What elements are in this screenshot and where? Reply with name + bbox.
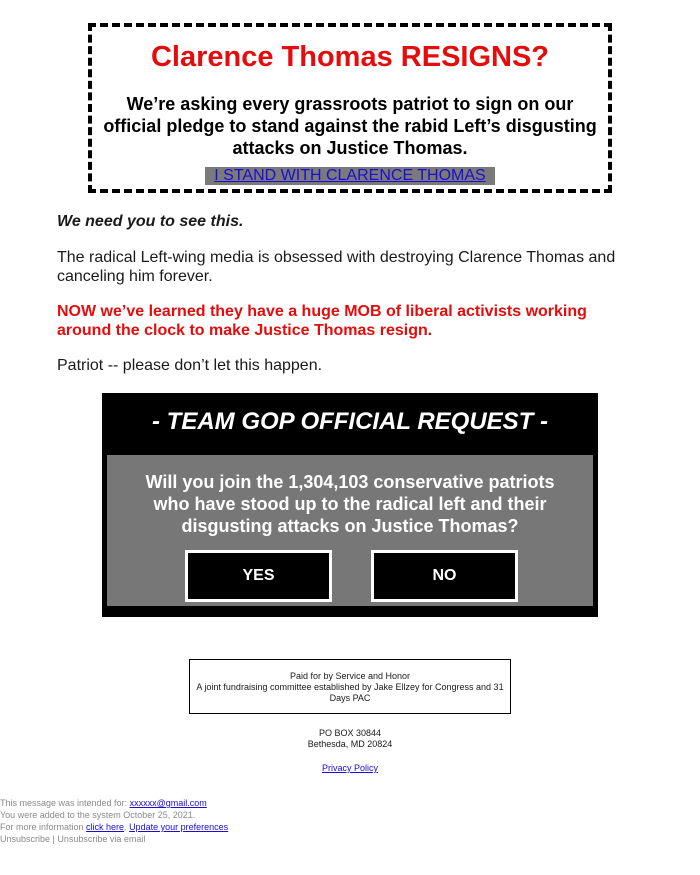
city-state: Bethesda, MD 20824 [307, 739, 393, 749]
footer-unsubscribe-line [0, 833, 400, 845]
click-here-link[interactable]: click here [86, 822, 125, 832]
yes-button[interactable]: YES [185, 550, 332, 602]
footer-intended-line [0, 797, 400, 809]
request-question: Will you join the 1,304,103 conservative patriots who have stood up to the radical left and their disgusting attacks on Justice Thomas? [145, 472, 555, 536]
intended-prefix: This message was intended for: [0, 798, 130, 808]
request-panel [107, 455, 593, 606]
footer-added-line: You were added to the system October 25, 2021. [0, 810, 196, 820]
radical-text: The radical Left-wing media is obsessed with destroying Clarence Thomas and canceling him forever. [57, 249, 616, 285]
request-title: - TEAM GOP OFFICIAL REQUEST - [152, 408, 548, 435]
intro-text: We need you to see this. [57, 213, 244, 230]
header-box [88, 23, 612, 193]
stand-with-thomas-link[interactable]: I STAND WITH CLARENCE THOMAS [205, 167, 494, 185]
email-link[interactable]: xxxxxx@gmail.com [129, 798, 207, 808]
unsubscribe-link[interactable]: Unsubscribe [0, 834, 51, 844]
committee-text: A joint fundraising committee established by Jake Ellzey for Congress and 31 Days PAC [196, 682, 504, 703]
no-button[interactable]: NO [371, 550, 518, 602]
paid-for-text: Paid for by Service and Honor [289, 671, 411, 681]
official-request-box [102, 393, 598, 617]
po-box: PO BOX 30844 [318, 728, 382, 738]
paid-for-box [189, 659, 511, 714]
headline: Clarence Thomas RESIGNS? [150, 41, 550, 73]
unsubscribe-email-link[interactable]: Unsubscribe via email [57, 834, 146, 844]
footer-more-info-line [0, 821, 400, 833]
footer [0, 797, 400, 845]
privacy-row [200, 763, 500, 774]
update-preferences-link[interactable]: Update your preferences [129, 822, 229, 832]
mailing-address [200, 728, 500, 750]
more-info-prefix: For more information [0, 822, 87, 832]
unsubscribe-pipe: | [50, 834, 58, 844]
mob-text: NOW we’ve learned they have a huge MOB of liberal activists working around the clock to make Justice Thomas resign. [57, 303, 587, 339]
privacy-policy-link[interactable]: Privacy Policy [321, 763, 378, 773]
patriot-text: Patriot -- please don’t let this happen. [57, 357, 323, 374]
more-info-separator: . [124, 822, 130, 832]
subhead: We’re asking every grassroots patriot to sign on our official pledge to stand against the rabid Left’s disgusting attacks on Justice Thomas. [103, 94, 597, 158]
